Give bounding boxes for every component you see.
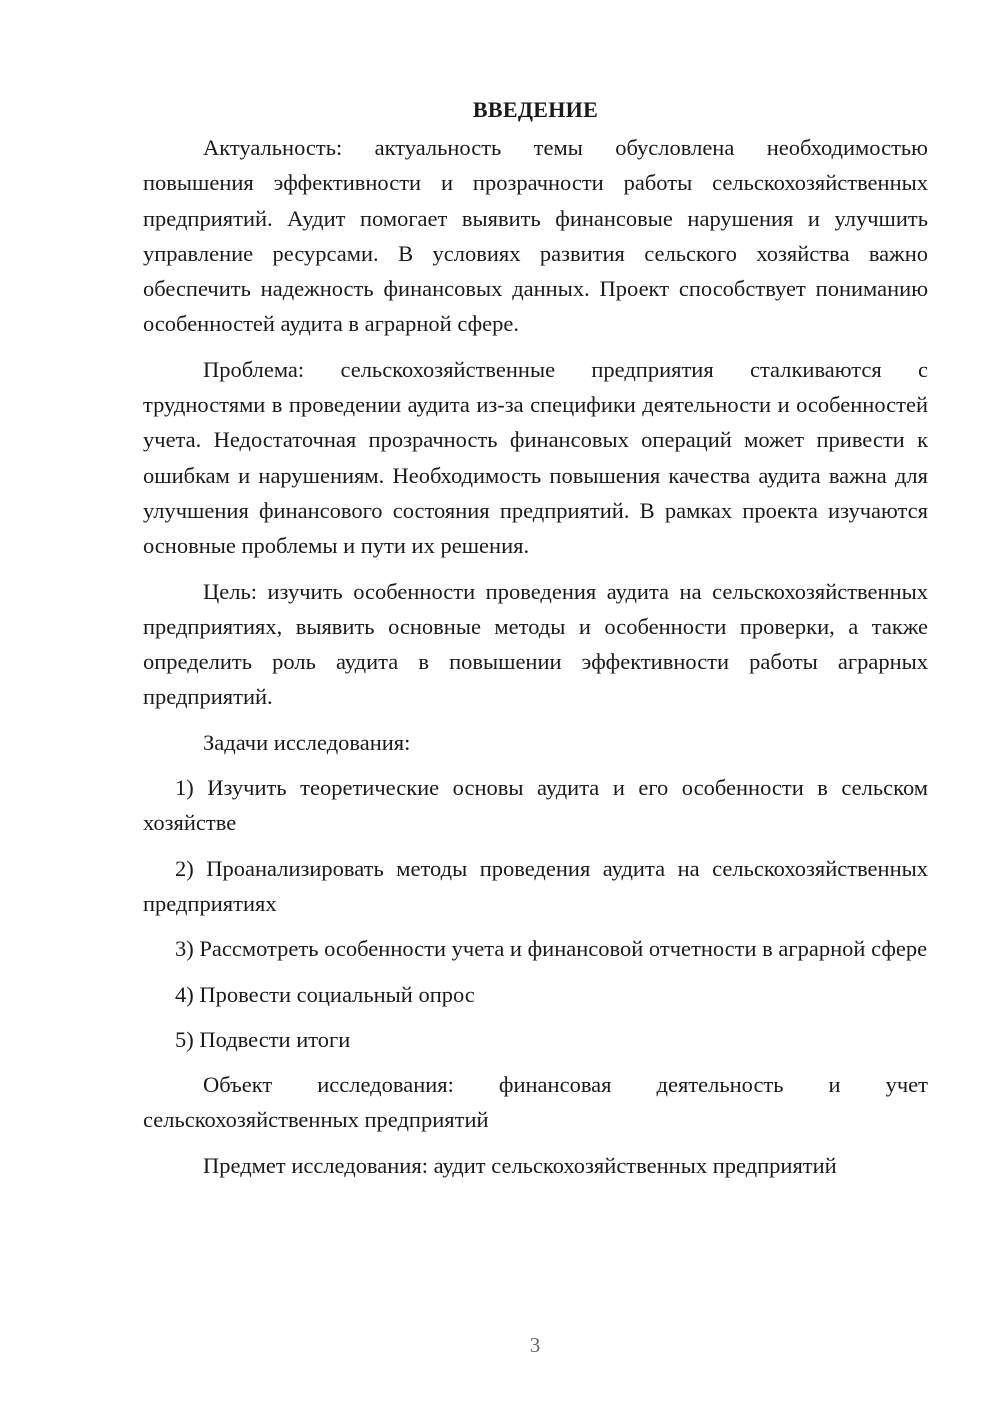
paragraph-object: Объект исследования: финансовая деятельность и учет сельскохозяйственных предприятий (143, 1072, 928, 1133)
list-item: 5) Подвести итоги (175, 1026, 351, 1052)
list-item: 1) Изучить теоретические основы аудита и его особенности в сельском хозяйстве (143, 775, 928, 836)
list-item: 4) Провести социальный опрос (175, 981, 475, 1007)
paragraph-goal: Цель: изучить особенности проведения аудита на сельскохозяйственных предприятиях, выявить основные методы и особенности проверки, а также определить роль аудита в повышении эффективности работы аграрных предприятий. (143, 578, 928, 710)
list-item: 3) Рассмотреть особенности учета и финансовой отчетности в аграрной сфере (175, 936, 928, 962)
list-item: 2) Проанализировать методы проведения аудита на сельскохозяйственных предприятиях (143, 855, 928, 916)
document-page (143, 90, 928, 1193)
paragraph-relevance: Актуальность: актуальность темы обусловлена необходимостью повышения эффективности и прозрачности работы сельскохозяйственных предприятий. Аудит помогает выявить финансовые нарушения и улучшить управление ресурсами. В условиях развития сельского хозяйства важно обеспечить надежность финансовых данных. Проект способствует пониманию особенностей аудита в аграрной сфере. (143, 135, 928, 337)
tasks-list (143, 770, 928, 1057)
page-number: 3 (529, 1333, 541, 1357)
paragraph-subject: Предмет исследования: аудит сельскохозяйственных предприятий (203, 1152, 837, 1178)
page-title: ВВЕДЕНИЕ (472, 97, 599, 122)
paragraph-problem: Проблема: сельскохозяйственные предприятия сталкиваются с трудностями в проведении аудита из-за специфики деятельности и особенностей учета. Недостаточная прозрачность финансовых операций может привести к ошибкам и нарушениям. Необходимость повышения качества аудита важна для улучшения финансового состояния предприятий. В рамках проекта изучаются основные проблемы и пути их решения. (143, 356, 928, 559)
tasks-heading: Задачи исследования: (203, 729, 411, 755)
